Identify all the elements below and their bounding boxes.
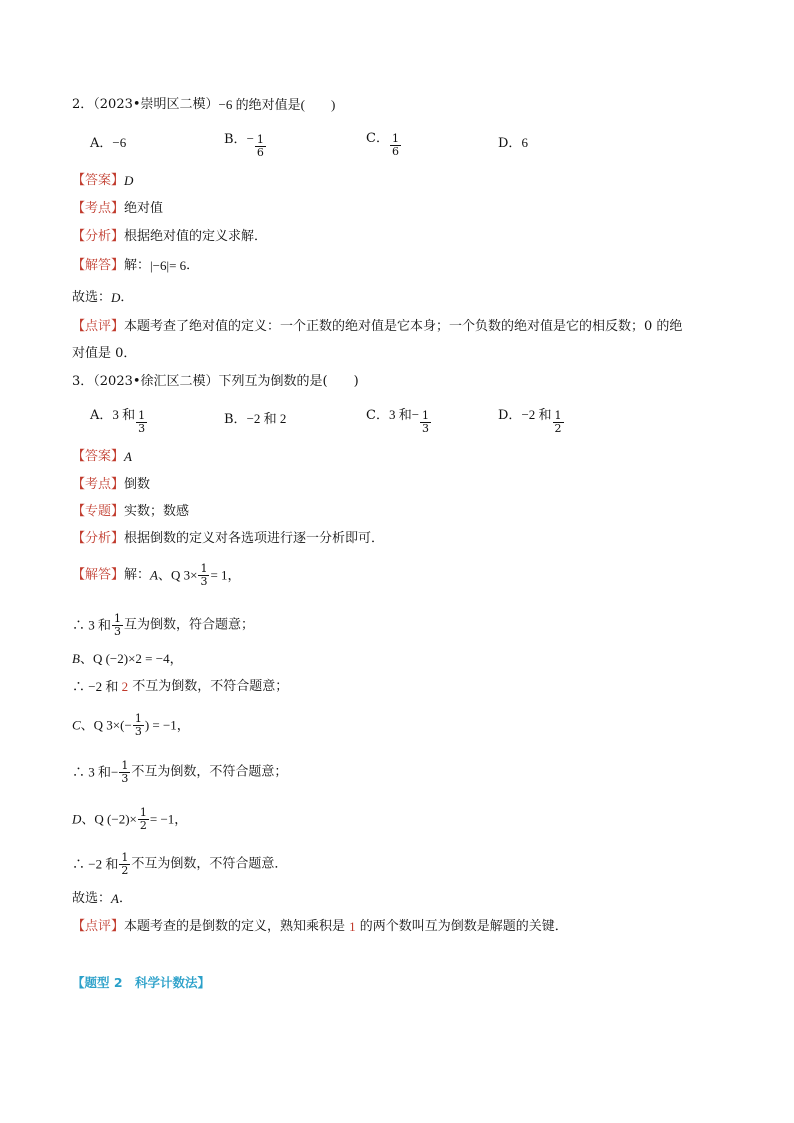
q3-analysis: 【分析】根据倒数的定义对各选项进行逐一分析即可． [72,531,385,546]
q2-comment-line2: 对值是 0． [72,346,137,361]
q3-choose: 故选：A． [72,891,132,906]
q3-comment: 【点评】本题考查的是倒数的定义，熟知乘积是 1 的两个数叫互为倒数是解题的关键． [72,919,568,934]
q2-answer: 【答案】D [72,173,134,188]
q2-solution: 【解答】解：|−6|= 6． [72,258,200,273]
q2-stem: 2．（2023•崇明区二模）−6 的绝对值是( ) [72,97,336,112]
q3-solution-c-conclusion: ∴ 3 和− $\frac{1}{3}$ 不互为倒数，不符合题意； [72,759,288,785]
q3-solution-a: 【解答】解：A、Q 3× $\frac{1}{3}$ = 1， [72,562,241,588]
q3-topic: 【专题】实数；数感 [72,504,190,519]
q3-answer: 【答案】A [72,449,132,464]
q3-knowledge-point: 【考点】倒数 [72,477,151,492]
q3-option-b: B．−2 和 2 [224,411,287,427]
q2-choose: 故选：D． [72,290,134,305]
q3-option-c: C．3 和− $\frac{1}{3}$ [366,407,430,435]
q2-option-c: C． $\frac{1}{6}$ [366,131,399,158]
q3-option-a: A．3 和 $\frac{1}{3}$ [90,407,146,435]
section-heading: 【题型 2 科学计数法】 [72,975,211,990]
q2-option-d: D．6 [498,135,528,151]
q3-solution-c: C、Q 3×(− $\frac{1}{3}$ ) = −1， [72,712,190,738]
q3-solution-a-conclusion: ∴ 3 和 $\frac{1}{3}$ 互为倒数，符合题意； [72,612,255,638]
q2-comment-line1: 【点评】本题考查了绝对值的定义：一个正数的绝对值是它本身；一个负数的绝对值是它的相反数；0 的绝 [72,319,683,334]
q3-option-d: D．−2 和 $\frac{1}{2}$ [498,407,562,435]
q3-stem: 3．（2023•徐汇区二模）下列互为倒数的是( ) [72,374,359,389]
q3-solution-b: B、Q (−2)×2 = −4， [72,651,183,666]
q3-solution-b-conclusion: ∴ −2 和 2 不互为倒数，不符合题意； [72,679,289,694]
q2-analysis: 【分析】根据绝对值的定义求解． [72,229,268,244]
q3-solution-d: D、Q (−2)× $\frac{1}{2}$ = −1， [72,806,188,832]
q2-option-b: B．− $\frac{1}{6}$ [224,131,264,159]
answer-tag: 【答案】 [72,173,125,188]
q2-option-a: A．−6 [90,135,127,151]
q2-knowledge-point: 【考点】绝对值 [72,201,164,216]
q3-solution-d-conclusion: ∴ −2 和 $\frac{1}{2}$ 不互为倒数，不符合题意． [72,851,288,877]
